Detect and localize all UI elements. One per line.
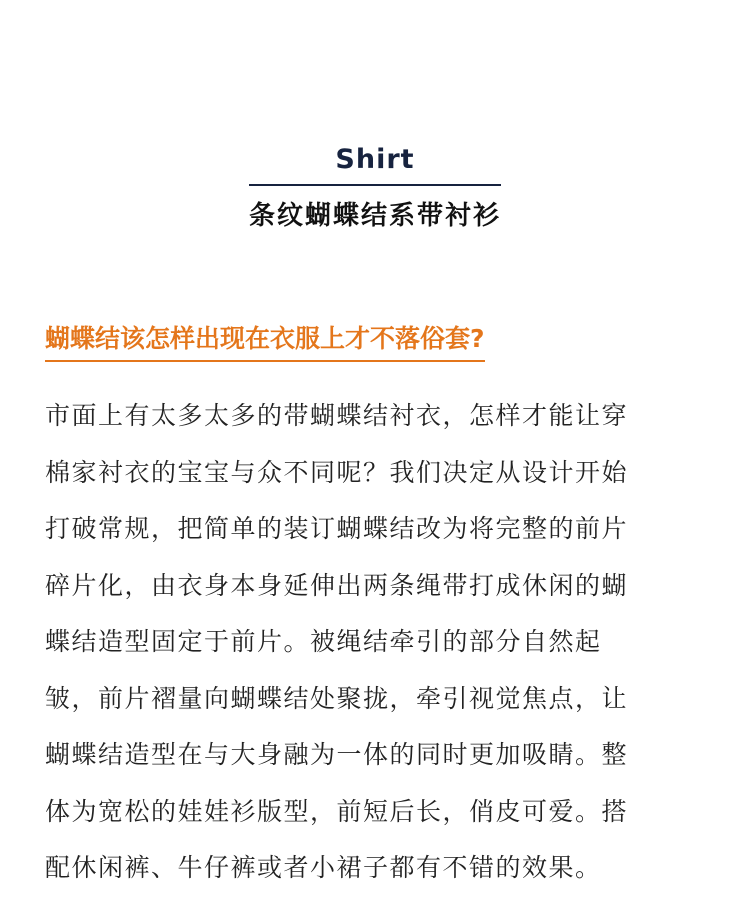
body-line: 打破常规，把简单的装订蝴蝶结改为将完整的前片 bbox=[45, 514, 629, 543]
body-line: 配休闲裤、牛仔裤或者小裙子都有不错的效果。 bbox=[45, 853, 602, 882]
body-line: 市面上有太多太多的带蝴蝶结衬衣，怎样才能让穿 bbox=[45, 401, 629, 430]
body-line: 碎片化，由衣身本身延伸出两条绳带打成休闲的蝴 bbox=[45, 570, 629, 600]
page-header bbox=[0, 140, 750, 234]
body-line: 棉家衬衣的宝宝与众不同呢？我们决定从设计开始 bbox=[45, 457, 629, 487]
section-heading: 蝴蝶结该怎样出现在衣服上才不落俗套? bbox=[45, 320, 485, 362]
body-line: 蝴蝶结造型在与大身融为一体的同时更加吸睛。整 bbox=[45, 740, 629, 769]
page-subtitle: 条纹蝴蝶结系带衬衫 bbox=[248, 201, 501, 231]
page-title: Shirt bbox=[335, 144, 415, 175]
body-line: 皱，前片褶量向蝴蝶结处聚拢，牵引视觉焦点，让 bbox=[45, 683, 629, 713]
body-line: 蝶结造型固定于前片。被绳结牵引的部分自然起 bbox=[45, 627, 602, 656]
body-paragraph bbox=[45, 388, 710, 897]
title-divider bbox=[249, 184, 501, 186]
body-line: 体为宽松的娃娃衫版型，前短后长，俏皮可爱。搭 bbox=[45, 796, 629, 826]
